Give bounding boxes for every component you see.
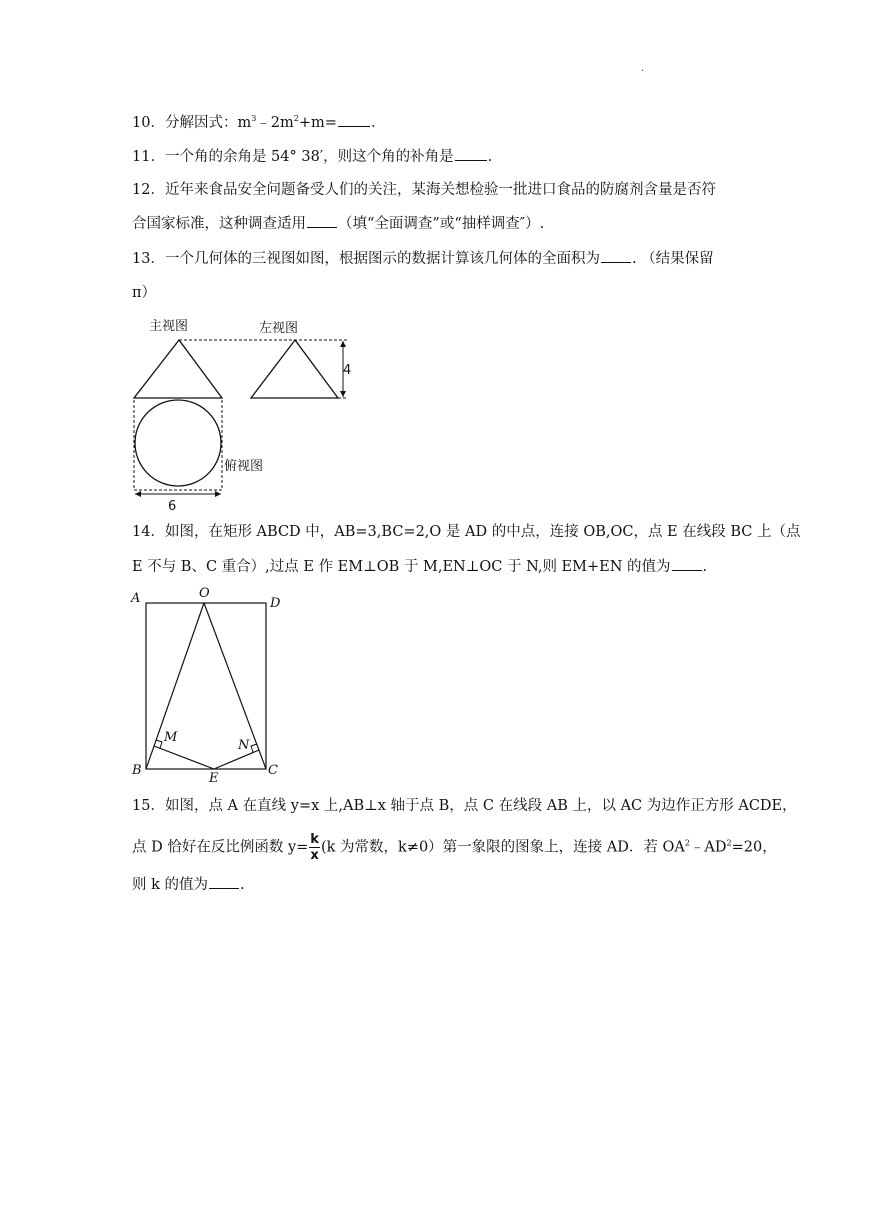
q14-period: .	[702, 559, 708, 575]
q10-text: 10．分解因式：m	[132, 115, 252, 131]
answer-blank[interactable]	[209, 874, 239, 889]
fraction-k-over-x	[309, 832, 320, 863]
answer-blank[interactable]	[601, 248, 631, 263]
question-11	[132, 146, 742, 167]
point-d-label: D	[270, 596, 281, 611]
point-o-label: O	[199, 586, 210, 601]
question-14-line2	[132, 556, 742, 577]
q10-term: ﹣2m	[256, 115, 294, 131]
q15-period: .	[240, 877, 245, 893]
fraction-denominator: x	[310, 848, 319, 863]
q10-exponent-3: 3	[251, 114, 257, 123]
q15-exponent: 2	[684, 838, 690, 848]
q11-period: .	[487, 149, 493, 165]
q12-text: 合国家标准，这种调查适用	[132, 216, 306, 232]
three-view-figure	[125, 312, 355, 512]
question-13-line2: π）	[132, 285, 157, 301]
q15-exponent: 2	[726, 838, 732, 848]
top-view-label: 俯视图	[224, 459, 264, 474]
question-15-line2	[132, 832, 777, 863]
question-15-line1: 15．如图，点 A 在直线 y=x 上,AB⊥x 轴于点 B，点 C 在线段 AB 上，以 AC 为边作正方形 ACDE，	[132, 798, 797, 814]
question-15-line3	[132, 874, 742, 895]
q15-text-cont: (k 为常数，k≠0）第一象限的图象上，连接 AD．若 OA	[320, 839, 685, 856]
q15-text: 点 D 恰好在反比例函数 y=	[132, 839, 309, 856]
q15-ask: 则 k 的值为	[132, 877, 209, 893]
q10-exponent-2: 2	[293, 114, 299, 123]
q14-text: E 不与 B、C 重合）,过点 E 作 EM⊥OB 于 M,EN⊥OC 于 N,则 EM+EN 的值为	[132, 559, 671, 575]
point-b-label: B	[132, 763, 142, 778]
answer-blank[interactable]	[672, 556, 702, 571]
point-c-label: C	[268, 763, 278, 778]
left-view-label: 左视图	[259, 321, 299, 336]
q13-text: 13．一个几何体的三视图如图，根据图示的数据计算该几何体的全面积为	[132, 251, 600, 267]
point-n-label: N	[238, 738, 250, 753]
q15-text-ad: ﹣AD	[689, 839, 727, 856]
q13-note: . （结果保留	[631, 251, 714, 267]
q10-term-end: +m=	[298, 115, 337, 131]
point-e-label: E	[209, 771, 219, 783]
q15-text-end: =20，	[731, 839, 777, 856]
fraction-numerator: k	[310, 832, 319, 847]
arrow-down-icon	[340, 391, 346, 397]
answer-blank[interactable]	[455, 146, 487, 161]
point-m-label: M	[164, 730, 178, 745]
answer-blank[interactable]	[338, 112, 370, 127]
q12-options: （填“全面调查”或“抽样调查″）.	[338, 216, 545, 232]
header-mark: ·	[641, 66, 645, 77]
front-view-label: 主视图	[149, 319, 189, 334]
arrow-right-icon	[215, 491, 221, 497]
q10-period: .	[370, 115, 376, 131]
segment-em	[154, 746, 214, 769]
height-label: 4	[343, 363, 352, 378]
question-12-line2	[132, 213, 742, 234]
front-view-triangle	[134, 340, 222, 398]
arrow-left-icon	[135, 491, 141, 497]
question-10	[132, 112, 742, 133]
answer-blank[interactable]	[307, 213, 337, 228]
question-13-line1	[132, 248, 742, 269]
top-view-dashed-square	[134, 398, 222, 490]
rectangle-abcd-figure	[125, 583, 295, 783]
question-12-line1: 12．近年来食品安全问题备受人们的关注，某海关想检验一批进口食品的防腐剂含量是否符	[132, 182, 716, 198]
segment-en	[214, 750, 259, 769]
question-14-line1: 14．如图，在矩形 ABCD 中，AB=3,BC=2,O 是 AD 的中点，连接 OB,OC，点 E 在线段 BC 上（点	[132, 524, 801, 540]
q11-text: 11．一个角的余角是 54° 38′，则这个角的补角是	[132, 149, 454, 165]
left-view-triangle	[251, 340, 338, 398]
width-label: 6	[168, 499, 177, 512]
arrow-up-icon	[340, 341, 346, 347]
point-a-label: A	[131, 591, 141, 606]
top-view-circle	[135, 400, 221, 486]
